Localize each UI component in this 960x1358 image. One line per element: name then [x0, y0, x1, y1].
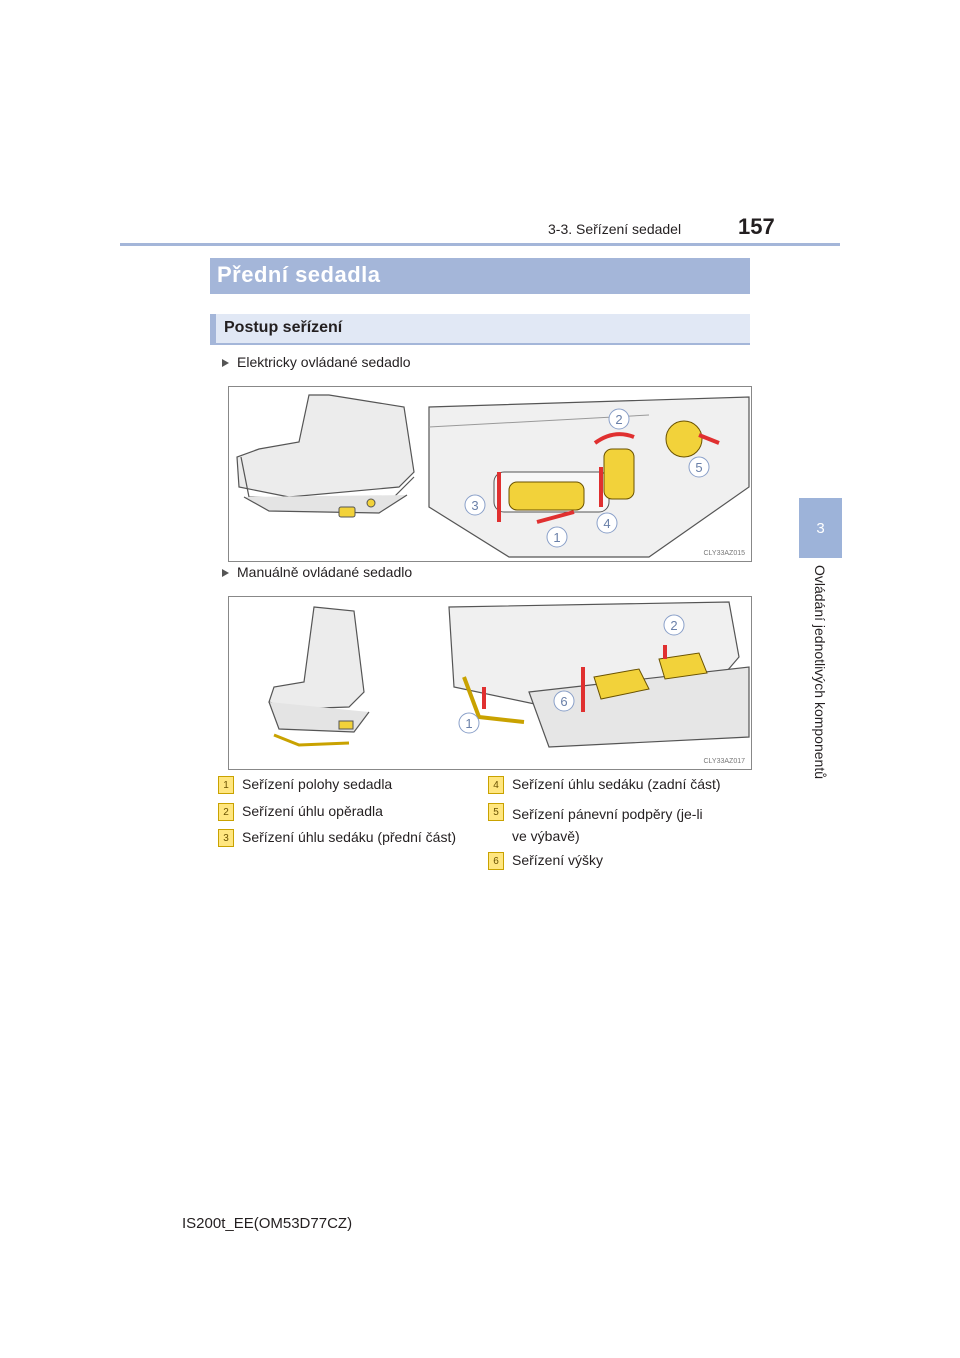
power-seat-drawing: [229, 387, 751, 561]
header-rule: [120, 243, 840, 246]
legend-item-2: Seřízení úhlu opěradla: [242, 803, 383, 819]
svg-text:2: 2: [615, 412, 623, 427]
svg-text:4: 4: [603, 516, 611, 531]
figure-1-caption: Elektricky ovládané sedadlo: [222, 354, 411, 370]
figure-2-caption: Manuálně ovládané sedadlo: [222, 564, 412, 580]
svg-text:1: 1: [553, 530, 561, 545]
legend-item-5: Seřízení pánevní podpěry (je-li ve výbavě): [512, 806, 703, 844]
manual-seat-drawing: [229, 597, 751, 769]
bullet-triangle-icon: [222, 569, 229, 577]
legend-number: 4: [488, 776, 504, 794]
figure-code: CLY33AZ015: [703, 550, 745, 557]
legend-number: 1: [218, 776, 234, 794]
legend-number: 2: [218, 803, 234, 821]
power-seat-illustration: [228, 386, 752, 562]
legend-number: 5: [488, 803, 504, 821]
legend-item-4: Seřízení úhlu sedáku (zadní část): [512, 776, 721, 792]
svg-text:2: 2: [670, 618, 678, 633]
subsection-title: Postup seřízení: [224, 319, 343, 336]
svg-text:1: 1: [465, 716, 473, 731]
legend-item-6: Seřízení výšky: [512, 852, 604, 868]
bullet-triangle-icon: [222, 359, 229, 367]
running-header-section: 3-3. Seřízení sedadel: [548, 221, 682, 237]
document-code: IS200t_EE(OM53D77CZ): [182, 1215, 353, 1232]
subsection-accent: [210, 314, 216, 345]
section-title-bar: [210, 258, 750, 294]
svg-text:6: 6: [560, 694, 568, 709]
chapter-label: Ovládání jednotlivých komponentů: [812, 564, 828, 780]
chapter-tab: [799, 498, 842, 558]
figure-code: CLY33AZ017: [703, 758, 745, 765]
section-title: Přední sedadla: [217, 262, 381, 287]
chapter-number: 3: [816, 519, 825, 537]
legend-number: 3: [218, 829, 234, 847]
manual-seat-illustration: [228, 596, 752, 770]
svg-text:3: 3: [471, 498, 479, 513]
legend-item-3: Seřízení úhlu sedáku (přední část): [242, 829, 457, 845]
subsection-bar: [210, 314, 750, 345]
legend-item-1: Seřízení polohy sedadla: [242, 776, 393, 792]
svg-text:5: 5: [695, 460, 703, 475]
legend-number: 6: [488, 852, 504, 870]
page-number: 157: [738, 214, 775, 239]
